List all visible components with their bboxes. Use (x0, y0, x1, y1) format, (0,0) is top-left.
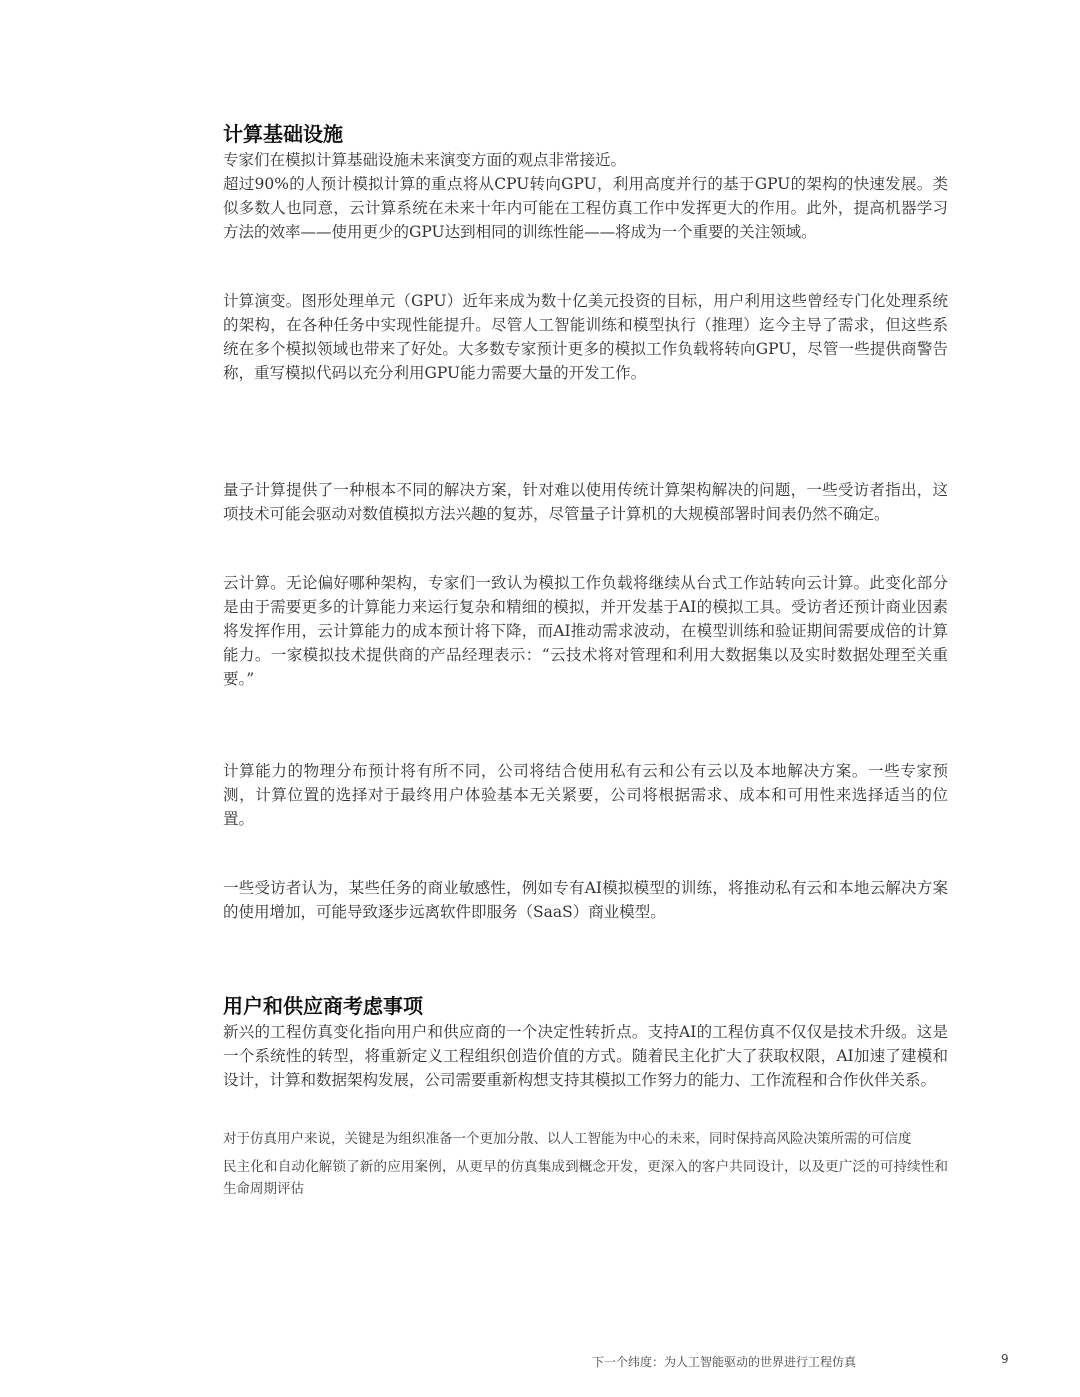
paragraph-quantum-computing: 量子计算提供了一种根本不同的解决方案，针对难以使用传统计算架构解决的问题，一些受访者指出，这项技术可能会驱动对数值模拟方法兴趣的复苏，尽管量子计算机的大规模部署时间表仍然不确定。 (223, 481, 948, 523)
paragraph-gpu-shift: 超过90%的人预计模拟计算的重点将从CPU转向GPU，利用高度并行的基于GPU的架构的快速发展。类似多数人也同意，云计算系统在未来十年内可能在工程仿真工作中发挥更大的作用。此外，提高机器学习方法的效率——使用更少的GPU达到相同的训练性能——将成为一个重要的关注领域。 (223, 175, 948, 241)
section-heading-user-vendor: 用户和供应商考虑事项 (223, 994, 423, 1018)
paragraph-turning-point: 新兴的工程仿真变化指向用户和供应商的一个决定性转折点。支持AI的工程仿真不仅仅是技术升级。这是一个系统性的转型，将重新定义工程组织创造价值的方式。随着民主化扩大了获取权限，AI加速了建模和设计，计算和数据架构发展，公司需要重新构想支持其模拟工作努力的能力、工作流程和合作伙伴关系。 (223, 1023, 948, 1089)
section-heading-compute-infrastructure: 计算基础设施 (223, 122, 343, 146)
section-intro: 专家们在模拟计算基础设施未来演变方面的观点非常接近。 (223, 151, 627, 169)
page-content (223, 120, 948, 1200)
paragraph-commercial-sensitivity: 一些受访者认为，某些任务的商业敏感性，例如专有AI模拟模型的训练，将推动私有云和本地云解决方案的使用增加，可能导致逐步远离软件即服务（SaaS）商业模型。 (223, 879, 948, 921)
paragraph-physical-distribution: 计算能力的物理分布预计将有所不同，公司将结合使用私有云和公有云以及本地解决方案。一些专家预测，计算位置的选择对于最终用户体验基本无关紧要，公司将根据需求、成本和可用性来选择适当的位置。 (223, 762, 948, 828)
paragraph-democratization: 民主化和自动化解锁了新的应用案例，从更早的仿真集成到概念开发，更深入的客户共同设计，以及更广泛的可持续性和生命周期评估 (223, 1159, 948, 1197)
page-number: 9 (1001, 1352, 1009, 1366)
footer-title: 下一个纬度：为人工智能驱动的世界进行工程仿真 (592, 1355, 857, 1369)
paragraph-compute-evolution: 计算演变。图形处理单元（GPU）近年来成为数十亿美元投资的目标，用户利用这些曾经专门化处理系统的架构，在各种任务中实现性能提升。尽管人工智能训练和模型执行（推理）迄今主导了需求，但这些系统在多个模拟领域也带来了好处。大多数专家预计更多的模拟工作负载将转向GPU，尽管一些提供商警告称，重写模拟代码以充分利用GPU能力需要大量的开发工作。 (223, 292, 948, 382)
paragraph-user-key-point: 对于仿真用户来说，关键是为组织准备一个更加分散、以人工智能为中心的未来，同时保持高风险决策所需的可信度 (223, 1131, 912, 1147)
paragraph-cloud-computing: 云计算。无论偏好哪种架构，专家们一致认为模拟工作负载将继续从台式工作站转向云计算。此变化部分是由于需要更多的计算能力来运行复杂和精细的模拟，并开发基于AI的模拟工具。受访者还预计商业因素将发挥作用，云计算能力的成本预计将下降，而AI推动需求波动，在模型训练和验证期间需要成倍的计算能力。一家模拟技术提供商的产品经理表示：“云技术将对管理和利用大数据集以及实时数据处理至关重要。” (223, 574, 948, 688)
